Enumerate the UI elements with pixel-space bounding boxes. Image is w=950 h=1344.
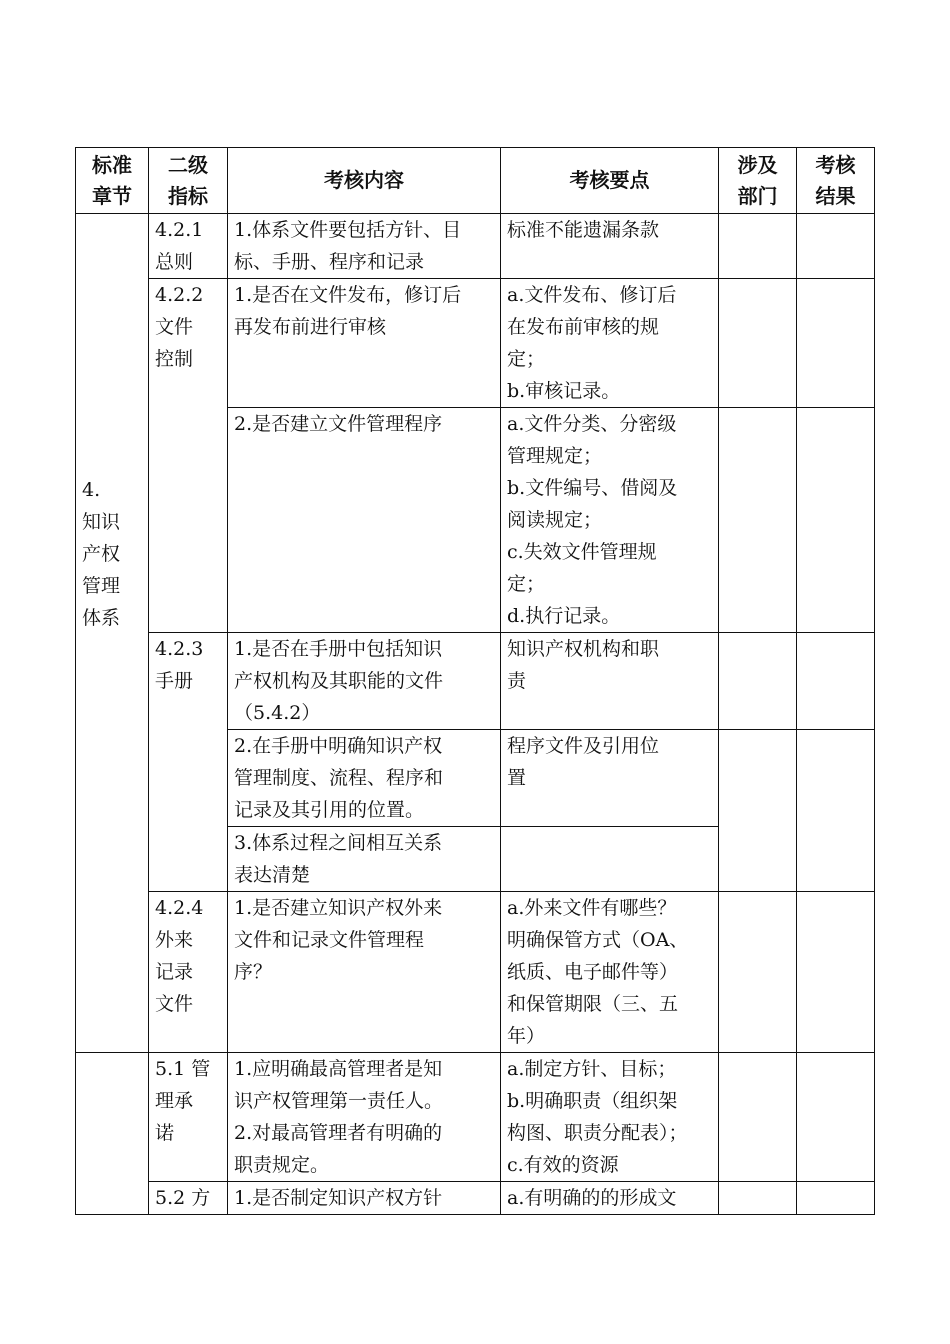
indicator-text: 5.2 方 xyxy=(155,1187,211,1209)
points-421 xyxy=(501,214,719,279)
content-51 xyxy=(228,1053,501,1182)
points-text: 定； xyxy=(507,573,546,595)
content-423-3 xyxy=(228,827,501,892)
dept-cell xyxy=(719,408,797,633)
result-cell xyxy=(797,730,875,892)
content-52 xyxy=(228,1182,501,1215)
result-cell xyxy=(797,1182,875,1215)
content-422-1 xyxy=(228,279,501,408)
dept-cell xyxy=(719,633,797,730)
header-chapter xyxy=(76,148,149,214)
dept-cell xyxy=(719,1182,797,1215)
content-text: 2.在手册中明确知识产权 xyxy=(234,735,443,757)
content-text: 2.是否建立文件管理程序 xyxy=(234,413,443,435)
points-text: a.制定方针、目标； xyxy=(507,1058,677,1080)
points-text: 构图、职责分配表）； xyxy=(507,1122,688,1144)
header-points: 考核要点 xyxy=(501,148,719,214)
result-cell xyxy=(797,892,875,1053)
indicator-text: 4.2.4 xyxy=(155,897,204,919)
content-text: 文件和记录文件管理程 xyxy=(234,929,425,951)
content-423-1 xyxy=(228,633,501,730)
points-text: a.有明确的的形成文 xyxy=(507,1187,677,1209)
content-text: 识产权管理第一责任人。 xyxy=(234,1090,444,1112)
content-text: 1.是否制定知识产权方针 xyxy=(234,1187,443,1209)
content-text: 再发布前进行审核 xyxy=(234,316,387,338)
indicator-text: 外来 xyxy=(155,929,194,951)
content-text: 标、手册、程序和记录 xyxy=(234,251,425,273)
dept-cell xyxy=(719,214,797,279)
table-row-423-1 xyxy=(76,633,875,730)
table-row-424 xyxy=(76,892,875,1053)
indicator-text: 总则 xyxy=(155,251,194,273)
header-result xyxy=(797,148,875,214)
header-text: 章节 xyxy=(92,183,132,208)
chapter-text: 管理 xyxy=(82,575,121,597)
content-text: 表达清楚 xyxy=(234,864,311,886)
indicator-422 xyxy=(149,279,228,633)
content-text: 产权机构及其职能的文件 xyxy=(234,670,444,692)
dept-cell xyxy=(719,892,797,1053)
chapter-5-cell xyxy=(76,1053,149,1215)
points-423-1 xyxy=(501,633,719,730)
content-424 xyxy=(228,892,501,1053)
content-text: 1.体系文件要包括方针、目 xyxy=(234,219,462,241)
points-text: a.文件分类、分密级 xyxy=(507,413,677,435)
points-text: 和保管期限（三、五 xyxy=(507,993,679,1015)
points-text: 管理规定； xyxy=(507,445,603,467)
chapter-text: 知识 xyxy=(82,511,121,533)
content-422-2 xyxy=(228,408,501,633)
table-row-422-1 xyxy=(76,279,875,408)
indicator-text: 理承 xyxy=(155,1090,194,1112)
table-row-52 xyxy=(76,1182,875,1215)
points-52 xyxy=(501,1182,719,1215)
indicator-424 xyxy=(149,892,228,1053)
content-421 xyxy=(228,214,501,279)
points-text: 纸质、电子邮件等） xyxy=(507,961,679,983)
chapter-4-cell xyxy=(76,214,149,1053)
header-text: 二级 xyxy=(168,152,208,177)
indicator-423 xyxy=(149,633,228,892)
content-text: 3.体系过程之间相互关系 xyxy=(234,832,443,854)
points-text: 责 xyxy=(507,670,527,692)
indicator-text: 文件 xyxy=(155,993,194,1015)
chapter-text: 4. xyxy=(82,479,101,501)
points-text: 定； xyxy=(507,348,546,370)
indicator-51 xyxy=(149,1053,228,1182)
header-dept xyxy=(719,148,797,214)
header-text: 部门 xyxy=(737,183,778,208)
result-cell xyxy=(797,279,875,408)
points-text: d.执行记录。 xyxy=(507,605,621,627)
content-text: 职责规定。 xyxy=(234,1154,330,1176)
result-cell xyxy=(797,1053,875,1182)
points-text: 知识产权机构和职 xyxy=(507,638,660,660)
indicator-text: 5.1 管 xyxy=(155,1058,211,1080)
audit-table xyxy=(75,147,875,1215)
points-text: 置 xyxy=(507,767,527,789)
indicator-text: 诺 xyxy=(155,1122,175,1144)
points-text: 标准不能遗漏条款 xyxy=(507,219,660,241)
result-cell xyxy=(797,633,875,730)
content-text: 序？ xyxy=(234,961,273,983)
dept-cell xyxy=(719,1053,797,1182)
indicator-text: 4.2.3 xyxy=(155,638,204,660)
points-text: 阅读规定； xyxy=(507,509,603,531)
header-text: 指标 xyxy=(168,183,208,208)
header-row xyxy=(76,148,875,214)
points-423-2 xyxy=(501,730,719,827)
points-text: b.明确职责（组织架 xyxy=(507,1090,678,1112)
content-text: 1.是否在手册中包括知识 xyxy=(234,638,443,660)
points-text: a.文件发布、修订后 xyxy=(507,284,677,306)
content-text: 管理制度、流程、程序和 xyxy=(234,767,444,789)
result-cell xyxy=(797,408,875,633)
points-text: a.外来文件有哪些？ xyxy=(507,897,677,919)
content-text: （5.4.2） xyxy=(234,702,321,724)
indicator-text: 控制 xyxy=(155,348,194,370)
dept-cell xyxy=(719,279,797,408)
points-text: c.失效文件管理规 xyxy=(507,541,657,563)
dept-cell xyxy=(719,730,797,892)
points-text: 年） xyxy=(507,1025,546,1047)
table-row-421 xyxy=(76,214,875,279)
content-text: 记录及其引用的位置。 xyxy=(234,799,425,821)
header-text: 考核 xyxy=(815,152,856,177)
points-424 xyxy=(501,892,719,1053)
content-text: 1.是否建立知识产权外来 xyxy=(234,897,443,919)
result-cell xyxy=(797,214,875,279)
points-422-2 xyxy=(501,408,719,633)
content-text: 1.是否在文件发布，修订后 xyxy=(234,284,462,306)
points-text: c.有效的资源 xyxy=(507,1154,619,1176)
points-423-3 xyxy=(501,827,719,892)
points-51 xyxy=(501,1053,719,1182)
points-text: 明确保管方式（OA、 xyxy=(507,929,689,951)
chapter-text: 体系 xyxy=(82,607,121,629)
content-423-2 xyxy=(228,730,501,827)
points-text: b.审核记录。 xyxy=(507,380,621,402)
header-text: 结果 xyxy=(815,183,856,208)
points-422-1 xyxy=(501,279,719,408)
header-text: 涉及 xyxy=(737,152,778,177)
points-text: 在发布前审核的规 xyxy=(507,316,660,338)
chapter-text: 产权 xyxy=(82,543,121,565)
points-text: 程序文件及引用位 xyxy=(507,735,660,757)
indicator-text: 手册 xyxy=(155,670,194,692)
header-text: 标准 xyxy=(92,152,132,177)
indicator-421 xyxy=(149,214,228,279)
indicator-52 xyxy=(149,1182,228,1215)
indicator-text: 4.2.1 xyxy=(155,219,204,241)
points-text: b.文件编号、借阅及 xyxy=(507,477,678,499)
header-indicator xyxy=(149,148,228,214)
indicator-text: 4.2.2 xyxy=(155,284,204,306)
content-text: 1.应明确最高管理者是知 xyxy=(234,1058,443,1080)
content-text: 2.对最高管理者有明确的 xyxy=(234,1122,443,1144)
indicator-text: 文件 xyxy=(155,316,194,338)
table-row-51 xyxy=(76,1053,875,1182)
header-content: 考核内容 xyxy=(228,148,501,214)
indicator-text: 记录 xyxy=(155,961,194,983)
